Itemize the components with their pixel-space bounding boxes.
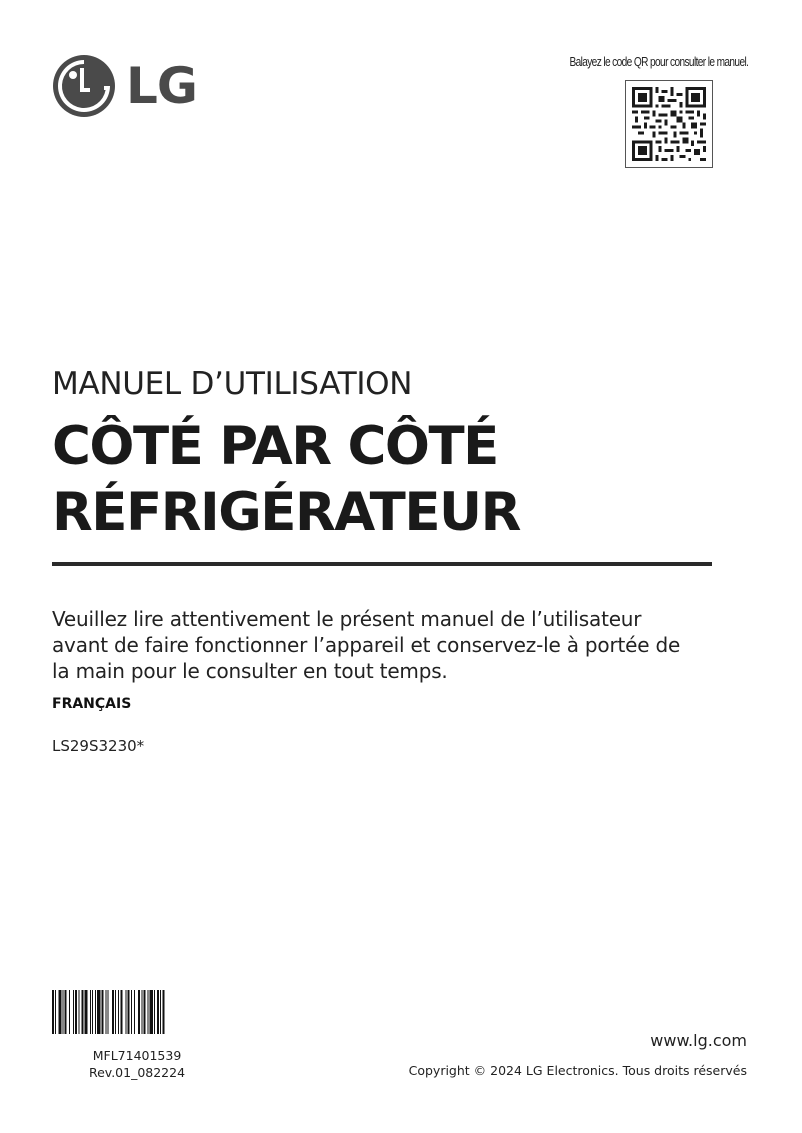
barcode-bar xyxy=(73,990,74,1034)
barcode-bar xyxy=(128,990,130,1034)
intro-line: avant de faire fonctionner l’appareil et conservez-le à portée de xyxy=(52,633,681,657)
website-link[interactable]: www.lg.com xyxy=(650,1031,747,1050)
barcode-bar xyxy=(126,990,127,1034)
barcode-bar xyxy=(112,990,114,1034)
barcode-bar xyxy=(63,990,64,1034)
product-title xyxy=(52,414,520,546)
barcode-bar xyxy=(101,990,103,1034)
barcode-bar xyxy=(69,990,70,1034)
barcode-bar xyxy=(150,990,153,1034)
document-number: MFL71401539 xyxy=(92,1048,182,1063)
barcode-bar xyxy=(55,990,56,1034)
barcode-bar xyxy=(131,990,132,1034)
qr-code[interactable] xyxy=(625,80,713,168)
barcode xyxy=(52,990,222,1034)
barcode-bar xyxy=(148,990,149,1034)
barcode-icon xyxy=(52,990,222,1034)
copyright-notice: Copyright © 2024 LG Electronics. Tous droits réservés xyxy=(408,1063,747,1078)
barcode-bar xyxy=(134,990,135,1034)
barcode-bar xyxy=(154,990,155,1034)
barcode-bar xyxy=(141,990,142,1034)
barcode-bar xyxy=(138,990,140,1034)
barcode-bar xyxy=(118,990,119,1034)
barcode-bar xyxy=(90,990,91,1034)
barcode-bar xyxy=(143,990,145,1034)
intro-line: la main pour le consulter en tout temps. xyxy=(52,659,448,683)
barcode-bar xyxy=(106,990,107,1034)
intro-paragraph xyxy=(52,606,732,684)
manual-type: MANUEL D’UTILISATION xyxy=(52,366,413,402)
barcode-bar xyxy=(97,990,100,1034)
barcode-bar xyxy=(115,990,116,1034)
product-title-line: RÉFRIGÉRATEUR xyxy=(52,482,520,543)
intro-line: Veuillez lire attentivement le présent manuel de l’utilisateur xyxy=(52,607,642,631)
document-code xyxy=(52,1047,222,1081)
title-divider xyxy=(52,562,712,566)
product-title-line: CÔTÉ PAR CÔTÉ xyxy=(52,416,498,477)
lg-logo xyxy=(52,54,212,118)
model-number: LS29S3230* xyxy=(52,737,145,755)
revision-code: Rev.01_082224 xyxy=(88,1065,186,1080)
barcode-bar xyxy=(65,990,67,1034)
lg-wordmark: LG xyxy=(126,57,197,115)
qr-caption: Balayez le code QR pour consulter le manuel. xyxy=(569,54,748,69)
barcode-bar xyxy=(92,990,93,1034)
barcode-bar xyxy=(78,990,79,1034)
barcode-bar xyxy=(157,990,159,1034)
barcode-bar xyxy=(85,990,88,1034)
barcode-bar xyxy=(58,990,61,1034)
barcode-bar xyxy=(108,990,109,1034)
barcode-bar xyxy=(95,990,96,1034)
language-label: FRANÇAIS xyxy=(52,696,132,712)
barcode-bar xyxy=(162,990,164,1034)
barcode-bar xyxy=(52,990,54,1034)
barcode-bar xyxy=(160,990,161,1034)
qr-code-icon xyxy=(626,81,712,167)
barcode-bar xyxy=(81,990,83,1034)
barcode-bar xyxy=(75,990,77,1034)
barcode-bar xyxy=(120,990,122,1034)
lg-face-logo-icon xyxy=(52,54,116,118)
